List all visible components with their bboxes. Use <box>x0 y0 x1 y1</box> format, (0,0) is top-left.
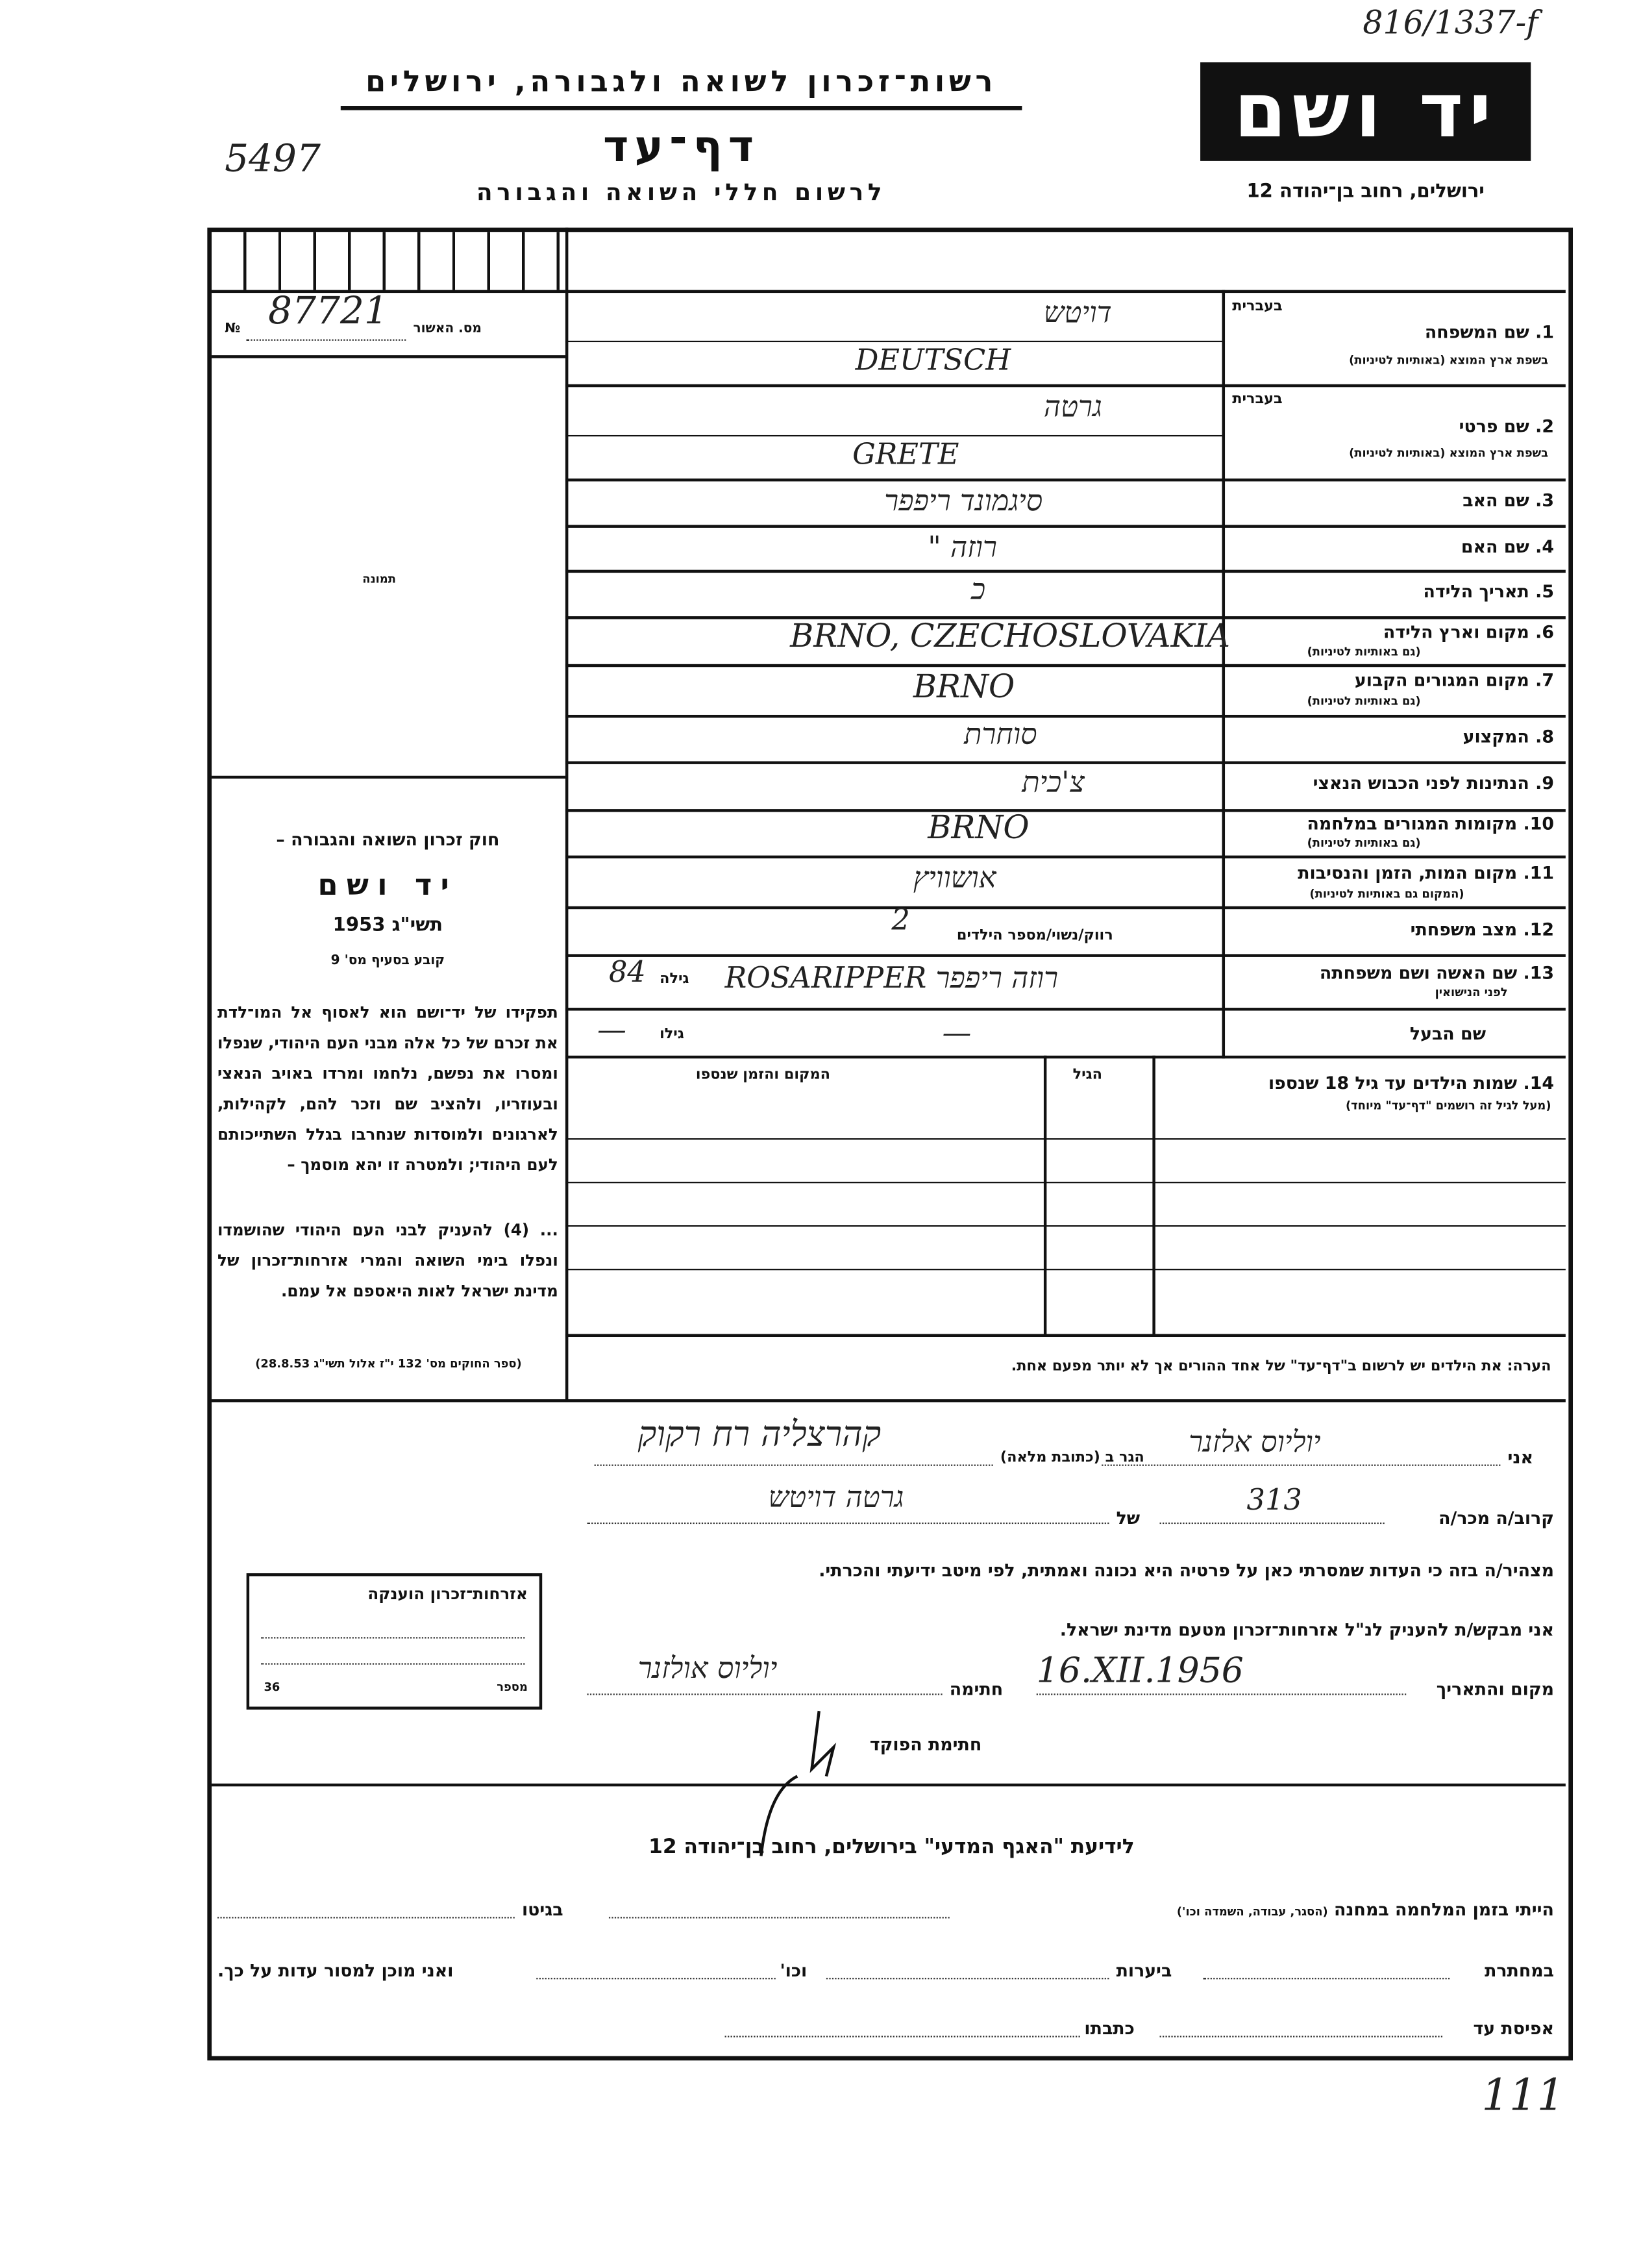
field-note: (גם באותיות לטיניות) <box>1307 836 1421 850</box>
field-note: (גם באותיות לטיניות) <box>1307 645 1421 658</box>
place-date-label: מקום והתאריך <box>1436 1679 1554 1700</box>
field-number: 3. <box>1535 490 1554 511</box>
field-label-wartime-residence <box>1232 814 1554 834</box>
field-label: הנתינות לפני הכבוש הנאצי <box>1313 773 1529 793</box>
field-note: (גם באותיות לטיניות) <box>1307 694 1421 708</box>
field-number: 10. <box>1523 813 1554 834</box>
underground-label: במחתרת <box>1485 1960 1554 1981</box>
etc-label: וכו' <box>780 1960 808 1981</box>
citizenship-number-label: מספר <box>497 1680 528 1694</box>
decl-i-label: אני <box>1507 1447 1534 1467</box>
field-label: שם פרטי <box>1459 416 1529 437</box>
field-label: תאריך הלידה <box>1423 581 1529 602</box>
declarant-name-value: יוליוס אלזנר <box>1189 1424 1321 1459</box>
field-label: מצב משפחתי <box>1410 919 1518 940</box>
yad-vashem-logo: יד ושם <box>1200 62 1531 161</box>
camp-label <box>957 1899 1554 1919</box>
children-age-column: הגיל <box>1072 1067 1102 1084</box>
field-number: 7. <box>1535 669 1554 691</box>
field-number: 8. <box>1535 726 1554 747</box>
field-label: המקצוע <box>1462 726 1529 747</box>
of-label: של <box>1116 1508 1141 1528</box>
surname-hebrew-value: דויטש <box>1043 294 1112 329</box>
note-label: הערה: <box>1507 1358 1551 1375</box>
death-place-value: אושוויץ <box>913 860 996 895</box>
field-label-first-name <box>1232 416 1554 436</box>
lang-hebrew-label: בעברית <box>1232 391 1283 408</box>
citizenship-box-title: אזרחות־זכרון הוענקה <box>367 1584 528 1604</box>
law-reference: (ספר החוקים מס' 132 י"ז אלול תשי"ג 28.8.53) <box>255 1357 522 1371</box>
law-year: תשי"ג 1953 <box>332 915 443 937</box>
approval-label: מס. האשור <box>413 321 482 337</box>
victim-name-value: גרטה דויטש <box>768 1478 904 1514</box>
father-name-value: סיגמונד ריפפר <box>884 482 1043 518</box>
camp-note: (הסגר, עבודה, השמדה וכו') <box>1176 1905 1328 1919</box>
field-label-death <box>1232 863 1554 883</box>
lives-at-label: הגר ב <box>1105 1450 1144 1466</box>
witness-address-label: כתבתו <box>1084 2018 1135 2039</box>
field-label-husband: שם הבעל <box>1409 1023 1487 1044</box>
citizenship-box <box>247 1573 543 1710</box>
field-label-marital <box>1232 919 1554 940</box>
note-text: את הילדים יש לרשום ב"דף־עד" של אחד ההורים אך לא יותר מפעם אחת. <box>1011 1358 1502 1375</box>
lives-label <box>1000 1450 1144 1466</box>
law-text: תפקידו של יד־ושם הוא לאסוף אל המו־לדת את זכרם של כל אלה מבני העם היהודי, שנפלו ומסרו את נפשם, נלחמו ומרדו באויב הנאצי ובעוזריו, ולהציב שם וזכר להם, לקהילות, לארגונים ולמוסדות שנחרבו בגלל השתייכותם לעם היהודי; ולמטרה זו יהא מוסמך – <box>217 1003 558 1175</box>
field-label: שם האשה ושם משפחתה <box>1319 962 1518 984</box>
signature-label: חתימה <box>949 1679 1004 1700</box>
children-note <box>580 1359 1551 1375</box>
relation-value: 313 <box>1246 1482 1302 1517</box>
declarant-address-value: קהרצליה רח רקוק <box>637 1414 882 1454</box>
children-place-column: המקום והזמן שנספו <box>695 1067 831 1084</box>
field-label-profession <box>1232 727 1554 747</box>
page-number: 111 <box>1481 2071 1565 2122</box>
birth-place-value: BRNO, CZECHOSLOVAKIA <box>790 619 1231 656</box>
children-count-value: 2 <box>891 902 910 937</box>
field-label: מקומות המגורים במלחמה <box>1307 813 1518 834</box>
field-number: 1. <box>1535 321 1554 343</box>
field-label-father <box>1232 490 1554 510</box>
field-number: 14. <box>1523 1073 1554 1093</box>
field-label-birth-place <box>1232 622 1554 642</box>
field-number: 4. <box>1535 536 1554 557</box>
field-number: 6. <box>1535 622 1554 643</box>
field-label: מקום המות, הזמן והנסיבות <box>1298 862 1518 884</box>
approval-number: 87721 <box>268 290 388 334</box>
law-clause: קובע בסעיף מס' 9 <box>330 954 445 969</box>
field-label: שם האם <box>1461 536 1529 557</box>
relation-label: קרוב/ה מכר/ה <box>1438 1508 1554 1528</box>
field-number: 13. <box>1523 962 1554 984</box>
archive-stamp-number: 816/1337-f <box>1363 5 1538 42</box>
law-name: יד ושם <box>317 867 458 903</box>
org-address: ירושלים, רחוב בן־יהודה 12 <box>1246 181 1485 203</box>
husband-age-value: — <box>597 1012 626 1047</box>
nationality-value: צ'כית <box>1022 764 1085 799</box>
field-label: מקום וארץ הלידה <box>1383 622 1529 643</box>
field-number: 11. <box>1523 862 1554 884</box>
form-subtitle: לרשום חללי השואה והגבורה <box>476 178 887 206</box>
signature-value: יוליוס אולזנר <box>637 1650 778 1685</box>
file-number: 5497 <box>225 138 321 182</box>
code-boxes <box>212 232 565 293</box>
field-note: (מעל לגיל זה רושמים "דף־עד" מיוחד) <box>1346 1099 1551 1112</box>
field-label: שמות הילדים עד גיל 18 שנספו <box>1268 1073 1518 1093</box>
surname-latin-value: DEUTSCH <box>855 342 1011 377</box>
field-label-spouse-wife <box>1232 963 1554 983</box>
citizenship-number: 36 <box>264 1680 280 1694</box>
wife-age-value: 84 <box>608 954 646 990</box>
field-number: 2. <box>1535 416 1554 437</box>
field-note: (המקום גם באותיות לטיניות) <box>1309 887 1464 901</box>
number-sign: № <box>225 321 241 337</box>
field-label-children <box>1160 1073 1554 1093</box>
field-label-mother <box>1232 536 1554 556</box>
wife-name-value: רוזה ריפפר ROSARIPPER <box>724 960 1059 995</box>
first-name-hebrew-value: גרטה <box>1043 388 1102 424</box>
lang-orig-label: בשפת ארץ המוצא (באותיות לטיניות) <box>1349 446 1549 460</box>
mother-name-value: רוזה " <box>928 529 997 564</box>
profession-value: סוחרת <box>964 716 1037 751</box>
camp-label-text: הייתי בזמן המלחמה במחנה <box>1333 1899 1554 1920</box>
lang-hebrew-label: בעברית <box>1232 299 1283 315</box>
officer-signature-label: חתימת הפוקד <box>869 1734 982 1755</box>
org-name: רשות־זכרון לשואה ולגבורה, ירושלים <box>365 64 998 99</box>
forest-label: ביערות <box>1116 1960 1172 1981</box>
field-note: לפני הנישואין <box>1435 986 1508 999</box>
husband-name-value: — <box>942 1015 972 1050</box>
field-label-residence <box>1232 670 1554 690</box>
ghetto-label: בגיטו <box>521 1899 563 1920</box>
address-note: (כתובת מלאה) <box>1000 1450 1100 1466</box>
field-label: שם המשפחה <box>1424 321 1529 343</box>
field-label: מקום המגורים הקבוע <box>1354 669 1529 691</box>
form-title: דף־עד <box>603 121 760 173</box>
wife-age-label: גילה <box>660 971 689 988</box>
first-name-latin-value: GRETE <box>852 436 959 471</box>
wartime-residence-value: BRNO <box>928 810 1030 847</box>
husband-age-label: גילו <box>660 1027 684 1043</box>
residence-value: BRNO <box>913 669 1015 706</box>
lang-orig-label: בשפת ארץ המוצא (באותיות לטיניות) <box>1349 353 1549 367</box>
law-title: חוק זכרון השואה והגבורה – <box>276 829 500 850</box>
marital-options: רווק/נשוי/מספר הילדים <box>956 928 1113 944</box>
citizenship-request: אני מבקש/ת להעניק לנ"ל אזרחות־זכרון מטעם מדינת ישראל. <box>1059 1619 1554 1640</box>
field-number: 9. <box>1535 773 1554 793</box>
field-number: 5. <box>1535 581 1554 602</box>
photo-label: תמונה <box>362 573 396 586</box>
field-label: שם האב <box>1462 490 1529 511</box>
witness-name-label: אפיסת עד <box>1473 2018 1554 2039</box>
birth-date-value: כ <box>971 571 986 606</box>
field-label-surname <box>1232 322 1554 342</box>
declaration-statement: מצהיר/ה בזה כי העדות שמסרתי כאן על פרטיה היא נכונה ואמתית, לפי מיטב ידיעתי והכרתי. <box>819 1560 1554 1581</box>
law-text-clause4: ... (4) להעניק לבני העם היהודי שהושמדו ונפלו בימי השואה והמרי אזרחות־זכרון של מדינת ישראל לאות היאספם אל עמם. <box>217 1221 558 1301</box>
date-value: 16.XII.1956 <box>1036 1650 1244 1691</box>
ready-to-testify-label: ואני מוכן למסור עדות על כך. <box>217 1960 454 1981</box>
bottom-section-title: לידיעת "האגף המדעי" בירושלים, רחוב בן־יהודה 12 <box>648 1836 1135 1859</box>
field-label-birth-date <box>1232 582 1554 602</box>
field-number: 12. <box>1523 919 1554 940</box>
field-label-nationality <box>1232 773 1554 793</box>
